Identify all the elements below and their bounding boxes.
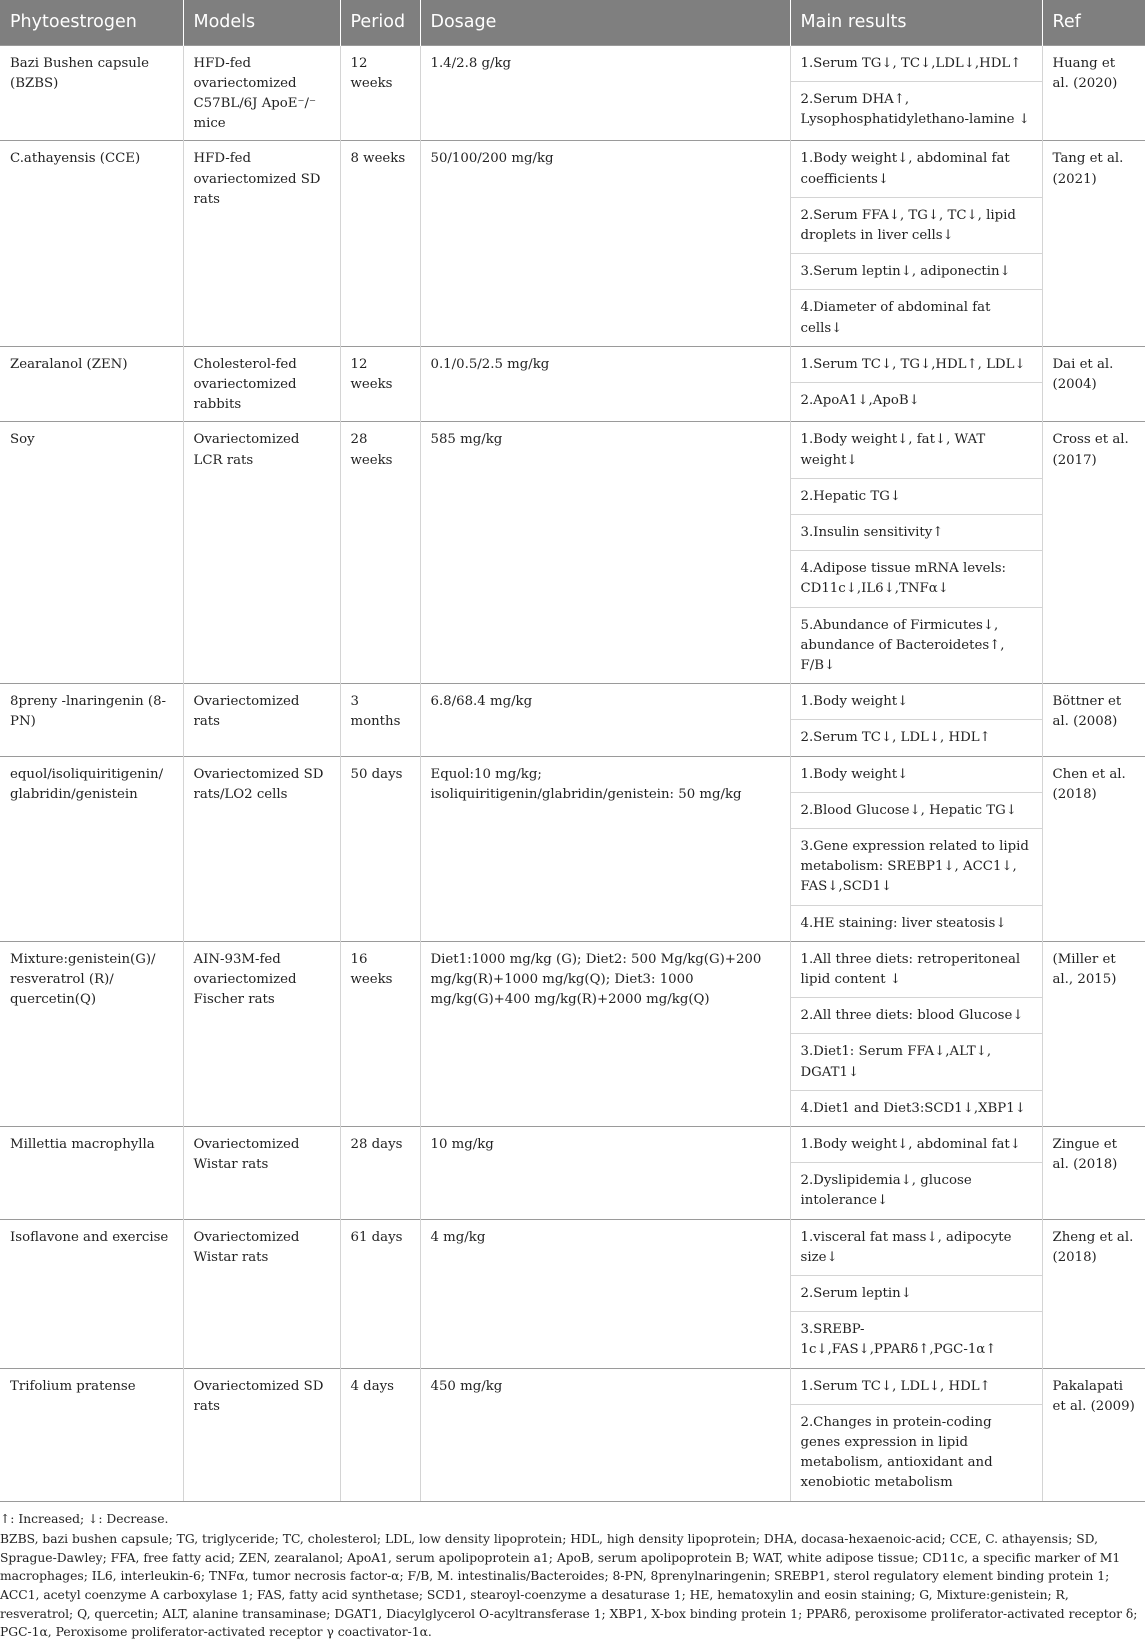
main-results-cell [790,684,1042,756]
main-results-cell [790,756,1042,941]
period-cell: 4 days [340,1368,420,1501]
main-results-cell [790,422,1042,684]
result-item: 1.All three diets: retroperitoneal lipid content ↓ [791,942,1042,998]
result-item: 5.Abundance of Firmicutes↓, abundance of Bacteroidetes↑, F/B↓ [800,617,1005,673]
result-item: 2.ApoA1↓,ApoB↓ [800,392,920,408]
table-row [0,346,1145,422]
model-cell: Ovariectomized Wistar rats [183,1219,340,1368]
model-cell: AIN-93M-fed ovariectomized Fischer rats [183,941,340,1126]
model-cell: Ovariectomized Wistar rats [183,1127,340,1220]
period-cell: 28 weeks [340,422,420,684]
main-results-cell [790,346,1042,422]
result-item: 4.Adipose tissue mRNA levels: CD11c↓,IL6↓,TNFα↓ [791,551,1042,607]
result-item: 1.Body weight↓, fat↓, WAT weight↓ [791,422,1042,478]
dosage-cell: 450 mg/kg [420,1368,790,1501]
header-period: Period [340,0,420,45]
dosage-cell: Diet1:1000 mg/kg (G); Diet2: 500 Mg/kg(G)+200 mg/kg(R)+1000 mg/kg(Q); Diet3: 1000 mg/kg(G)+400 mg/kg(R)+2000 mg/kg(Q) [420,941,790,1126]
table-footnotes [0,1502,1145,1642]
result-item: 1.Serum TC↓, TG↓,HDL↑, LDL↓ [791,347,1042,383]
phytoestrogen-cell: equol/isoliquiritigenin/ glabridin/genistein [0,756,183,941]
dosage-cell: 0.1/0.5/2.5 mg/kg [420,346,790,422]
main-results-cell [790,941,1042,1126]
result-item: 3.Insulin sensitivity↑ [791,515,1042,551]
result-item: 2.Serum FFA↓, TG↓, TC↓, lipid droplets in liver cells↓ [791,198,1042,254]
period-cell: 3 months [340,684,420,756]
period-cell: 12 weeks [340,346,420,422]
period-cell: 61 days [340,1219,420,1368]
result-item: 1.visceral fat mass↓, adipocyte size↓ [791,1220,1042,1276]
ref-cell: Tang et al. (2021) [1042,141,1145,346]
result-item: 1.Body weight↓ [791,757,1042,793]
table-body [0,45,1145,1501]
main-results-cell [790,1127,1042,1220]
period-cell: 28 days [340,1127,420,1220]
phytoestrogen-cell: Zearalanol (ZEN) [0,346,183,422]
main-results-cell [790,45,1042,141]
ref-cell: Zingue et al. (2018) [1042,1127,1145,1220]
result-item: 3.Diet1: Serum FFA↓,ALT↓, DGAT1↓ [791,1034,1042,1090]
dosage-cell: Equol:10 mg/kg; isoliquiritigenin/glabridin/genistein: 50 mg/kg [420,756,790,941]
model-cell: Ovariectomized LCR rats [183,422,340,684]
table-row [0,422,1145,684]
result-item: 3.SREBP-1c↓,FAS↓,PPARδ↑,PGC-1α↑ [800,1322,997,1358]
ref-cell: Cross et al. (2017) [1042,422,1145,684]
footnote-legend: ↑: Increased; ↓: Decrease. [0,1511,169,1526]
ref-cell: Chen et al. (2018) [1042,756,1145,941]
period-cell: 50 days [340,756,420,941]
phytoestrogen-cell: C.athayensis (CCE) [0,141,183,346]
phytoestrogen-cell: Soy [0,422,183,684]
result-item: 2.Dyslipidemia↓, glucose intolerance↓ [800,1173,972,1209]
footnote-abbreviations: BZBS, bazi bushen capsule; TG, triglyceride; TC, cholesterol; LDL, low density lipoprotein; HDL, high density lipoprotein; DHA, docasa-hexaenoic-acid; CCE, C. athayensis; SD, Sprague-Dawley; FFA, free fatty acid; ZEN, zearalanol; ApoA1, serum apolipoprotein a1; ApoB, serum apolipoprotein B; WAT, white adipose tissue; CD11c, a specific marker of M1 macrophages; IL6, interleukin-6; TNFα, tumor necrosis factor-α; F/B, M. intestinalis/Bacteroides; 8-PN, 8prenylnaringenin; SREBP1, sterol regulatory element binding protein 1; ACC1, acetyl coenzyme A carboxylase 1; FAS, fatty acid synthetase; SCD1, stearoyl-coenzyme a desaturase 1; HE, hematoxylin and eosin staining; G, Mixture:genistein; R, resveratrol; Q, quercetin; ALT, alanine transaminase; DGAT1, Diacylglycerol O-acyltransferase 1; XBP1, X-box binding protein 1; PPARδ, peroxisome proliferator-activated receptor δ; PGC-1α, Peroxisome proliferator-activated receptor γ coactivator-1α. [0,1532,1138,1640]
result-item: 1.Serum TG↓, TC↓,LDL↓,HDL↑ [791,46,1042,82]
header-phytoestrogen: Phytoestrogen [0,0,183,45]
model-cell: Ovariectomized rats [183,684,340,756]
result-item: 2.Changes in protein-coding genes expression in lipid metabolism, antioxidant and xenobiotic metabolism [800,1414,993,1491]
period-cell: 8 weeks [340,141,420,346]
table-row [0,941,1145,1126]
ref-cell: (Miller et al., 2015) [1042,941,1145,1126]
table-row [0,756,1145,941]
ref-cell: Böttner et al. (2008) [1042,684,1145,756]
model-cell: Ovariectomized SD rats [183,1368,340,1501]
table-row [0,1219,1145,1368]
model-cell: HFD-fed ovariectomized C57BL/6J ApoE⁻/⁻ mice [183,45,340,141]
main-results-cell [790,1219,1042,1368]
phytoestrogen-cell: Millettia macrophylla [0,1127,183,1220]
ref-cell: Huang et al. (2020) [1042,45,1145,141]
dosage-cell: 50/100/200 mg/kg [420,141,790,346]
result-item: 2.Serum DHA↑, Lysophosphatidylethano-lamine ↓ [800,91,1030,127]
table-row [0,45,1145,141]
result-item: 1.Body weight↓, abdominal fat coefficients↓ [791,141,1042,197]
ref-cell: Pakalapati et al. (2009) [1042,1368,1145,1501]
result-item: 4.Diameter of abdominal fat cells↓ [800,300,991,336]
header-models: Models [183,0,340,45]
phytoestrogen-cell: 8preny -lnaringenin (8-PN) [0,684,183,756]
phytoestrogen-cell: Isoflavone and exercise [0,1219,183,1368]
period-cell: 16 weeks [340,941,420,1126]
table-row [0,684,1145,756]
header-dosage: Dosage [420,0,790,45]
header-ref: Ref [1042,0,1145,45]
table-row [0,141,1145,346]
model-cell: HFD-fed ovariectomized SD rats [183,141,340,346]
main-results-cell [790,141,1042,346]
result-item: 2.Serum leptin↓ [791,1276,1042,1312]
result-item: 4.Diet1 and Diet3:SCD1↓,XBP1↓ [800,1100,1026,1116]
dosage-cell: 10 mg/kg [420,1127,790,1220]
phytoestrogen-cell: Bazi Bushen capsule (BZBS) [0,45,183,141]
result-item: 2.Hepatic TG↓ [791,479,1042,515]
result-item: 1.Body weight↓ [791,684,1042,720]
phytoestrogen-cell: Trifolium pratense [0,1368,183,1501]
main-results-cell [790,1368,1042,1501]
table-row [0,1127,1145,1220]
result-item: 4.HE staining: liver steatosis↓ [800,915,1007,931]
result-item: 3.Serum leptin↓, adiponectin↓ [791,254,1042,290]
model-cell: Ovariectomized SD rats/LO2 cells [183,756,340,941]
header-main-results: Main results [790,0,1042,45]
result-item: 1.Serum TC↓, LDL↓, HDL↑ [791,1369,1042,1405]
ref-cell: Zheng et al. (2018) [1042,1219,1145,1368]
model-cell: Cholesterol-fed ovariectomized rabbits [183,346,340,422]
period-cell: 12 weeks [340,45,420,141]
dosage-cell: 6.8/68.4 mg/kg [420,684,790,756]
dosage-cell: 4 mg/kg [420,1219,790,1368]
result-item: 2.All three diets: blood Glucose↓ [791,998,1042,1034]
dosage-cell: 1.4/2.8 g/kg [420,45,790,141]
ref-cell: Dai et al. (2004) [1042,346,1145,422]
result-item: 3.Gene expression related to lipid metabolism: SREBP1↓, ACC1↓, FAS↓,SCD1↓ [791,829,1042,906]
dosage-cell: 585 mg/kg [420,422,790,684]
table-row [0,1368,1145,1501]
result-item: 2.Blood Glucose↓, Hepatic TG↓ [791,793,1042,829]
phytoestrogen-cell: Mixture:genistein(G)/ resveratrol (R)/ quercetin(Q) [0,941,183,1126]
result-item: 2.Serum TC↓, LDL↓, HDL↑ [800,730,991,746]
result-item: 1.Body weight↓, abdominal fat↓ [791,1127,1042,1163]
header-row [0,0,1145,45]
